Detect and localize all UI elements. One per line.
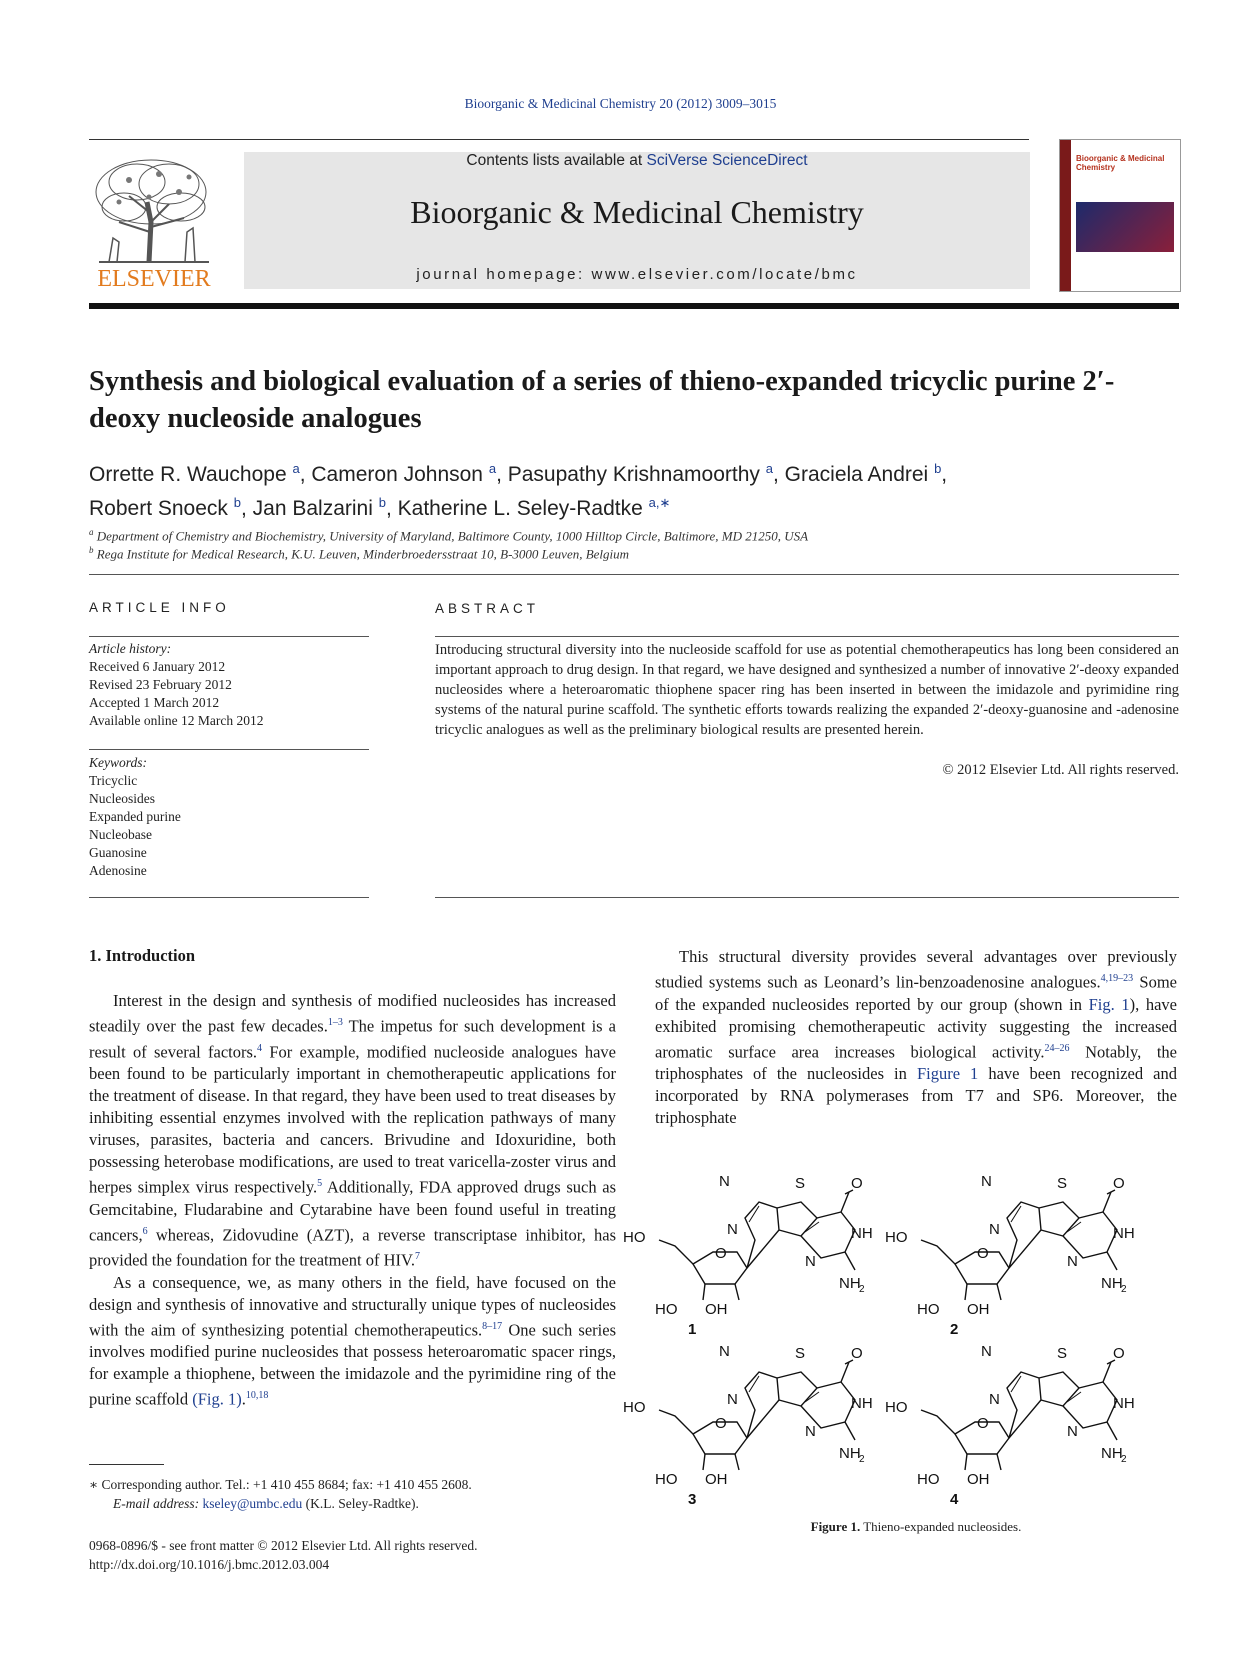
- compound-4: [885, 1343, 1135, 1508]
- journal-citation[interactable]: Bioorganic & Medicinal Chemistry 20 (2012) 3009–3015: [464, 96, 777, 111]
- atom-label: N: [719, 1343, 730, 1360]
- corresponding-contact: ∗ Corresponding author. Tel.: +1 410 455 8684; fax: +1 410 455 2608.: [89, 1477, 472, 1492]
- issn-line: 0968-0896/$ - see front matter © 2012 Elsevier Ltd. All rights reserved.: [89, 1538, 478, 1553]
- footnote-rule: [89, 1464, 164, 1465]
- text-run: The impetus for such development is a result of several factors.: [89, 1016, 616, 1061]
- figure-ref-link[interactable]: Fig. 1: [1088, 994, 1130, 1014]
- compound-label: 1: [688, 1321, 697, 1338]
- citation-ref[interactable]: 24–26: [1044, 1042, 1070, 1054]
- compound-label: 2: [950, 1321, 959, 1338]
- atom-label: N: [805, 1253, 816, 1270]
- atom-label: HO: [623, 1399, 646, 1416]
- atom-label: O: [851, 1345, 863, 1362]
- atom-label: O: [851, 1175, 863, 1192]
- abstract-heading: ABSTRACT: [435, 601, 540, 616]
- text-run: One such series involves modified purine nucleosides that possess heteroaromatic spacer rings, for example a thiophene, between the imidazole and the pyrimidine ring of the purine scaffold: [89, 1320, 616, 1409]
- atom-label: N: [1067, 1253, 1078, 1270]
- paragraph: [89, 990, 616, 1272]
- compound-2: [885, 1173, 1135, 1338]
- atom-label: O: [1113, 1175, 1125, 1192]
- atom-label: N: [719, 1173, 730, 1190]
- paragraph: [655, 946, 1177, 1129]
- citation-ref[interactable]: 7: [414, 1251, 420, 1262]
- citation-ref[interactable]: 10,18: [245, 1390, 269, 1401]
- email-link[interactable]: kseley@umbc.edu: [202, 1496, 303, 1511]
- atom-label: N: [989, 1391, 1000, 1408]
- author-affil-mark[interactable]: b: [378, 495, 386, 510]
- atom-label: N: [727, 1391, 738, 1408]
- history-item: Received 6 January 2012: [89, 659, 226, 674]
- compound-1: [623, 1173, 873, 1338]
- atom-label: NH: [1113, 1225, 1135, 1242]
- author-name[interactable]: Katherine L. Seley-Radtke: [397, 497, 643, 520]
- keywords-rule: [89, 749, 369, 750]
- keyword: Nucleobase: [89, 827, 152, 842]
- text-run: Additionally, FDA approved drugs such as Gemcitabine, Fludarabine and Cytarabine have been found useful in treating cancers,: [89, 1177, 616, 1244]
- corresponding-author-mark[interactable]: a,∗: [648, 495, 671, 510]
- atom-label: HO: [623, 1229, 646, 1246]
- publisher-name: ELSEVIER: [97, 266, 211, 292]
- email-label: E-mail address:: [113, 1496, 203, 1511]
- atom-label: O: [715, 1245, 727, 1262]
- author-name[interactable]: Graciela Andrei: [784, 463, 929, 486]
- atom-label: OH: [705, 1301, 728, 1318]
- corresponding-footnote: [89, 1475, 609, 1513]
- citation-ref[interactable]: 5: [317, 1178, 323, 1189]
- author-name[interactable]: Orrette R. Wauchope: [89, 463, 287, 486]
- atom-label: O: [977, 1415, 989, 1432]
- compound-label: 3: [688, 1491, 697, 1508]
- abstract-rule: [435, 636, 1179, 637]
- body-right-column: [655, 946, 1177, 1129]
- text-run: whereas, Zidovudine (AZT), a reverse transcriptase inhibitor, has provided the foundation for the treatment of HIV.: [89, 1225, 616, 1270]
- text-run: Interest in the design and synthesis of modified nucleosides has increased steadily over the past few decades.: [89, 991, 616, 1036]
- article-history: [89, 640, 369, 730]
- compound-3: [623, 1343, 873, 1508]
- section-heading: 1. Introduction: [89, 946, 196, 965]
- text-run: As a consequence, we, as many others in the field, have focused on the design and synthesis of innovative and structurally unique types of nucleosides with the aim of synthesizing potential chemotherapeutics.: [89, 1272, 616, 1339]
- keywords-label: Keywords:: [89, 755, 147, 770]
- publisher-logo: [89, 152, 219, 292]
- atom-label: N: [989, 1221, 1000, 1238]
- citation-ref[interactable]: 8–17: [482, 1320, 503, 1332]
- atom-label: NH: [839, 1275, 861, 1292]
- atom-label: HO: [917, 1301, 940, 1318]
- atom-label: HO: [655, 1301, 678, 1318]
- author-affil-mark[interactable]: b: [233, 495, 241, 510]
- atom-subscript: 2: [859, 1284, 865, 1295]
- atom-label: N: [727, 1221, 738, 1238]
- atom-label: HO: [885, 1229, 908, 1246]
- email-line: [89, 1494, 609, 1513]
- atom-label: S: [795, 1345, 806, 1362]
- doi-link[interactable]: http://dx.doi.org/10.1016/j.bmc.2012.03.004: [89, 1557, 330, 1572]
- author-affil-mark[interactable]: a: [765, 461, 773, 476]
- atom-label: O: [715, 1415, 727, 1432]
- figure-ref-link[interactable]: Figure 1: [916, 1064, 979, 1083]
- citation-ref[interactable]: 1–3: [327, 1017, 343, 1028]
- atom-label: N: [981, 1173, 992, 1190]
- history-label: Article history:: [89, 641, 172, 656]
- journal-homepage[interactable]: journal homepage: www.elsevier.com/locate/bmc: [416, 266, 858, 283]
- atom-subscript: 2: [859, 1454, 865, 1465]
- text-run: For example, modified nucleoside analogues have been found to be particularly important in chemotherapeutic applications for the treatment of disease. In that regard, they have been used to treat diseases by inhibiting essential enzymes involved with the replication pathways of many viruses, parasites, bacteria and cancers. Brivudine and Idoxuridine, both possessing heterobase modifications, are used to treat varicella-zoster virus and herpes simplex virus respectively.: [89, 1042, 616, 1197]
- citation-ref[interactable]: 4,19–23: [1100, 973, 1134, 984]
- author-affil-mark[interactable]: a: [488, 461, 497, 476]
- keyword: Adenosine: [89, 863, 147, 878]
- atom-label: O: [1113, 1345, 1125, 1362]
- article-info-heading: ARTICLE INFO: [89, 600, 230, 615]
- author-name[interactable]: Cameron Johnson: [311, 463, 483, 486]
- atom-label: NH: [1101, 1275, 1123, 1292]
- cover-spine: [1060, 140, 1071, 291]
- atom-label: NH: [851, 1225, 873, 1242]
- article-info-rule: [89, 636, 369, 637]
- keyword: Expanded purine: [89, 809, 181, 824]
- cover-title: Bioorganic & Medicinal Chemistry: [1076, 154, 1165, 172]
- author-name[interactable]: Robert Snoeck: [89, 497, 228, 520]
- article-info-bottom-rule: [89, 897, 369, 898]
- contents-line: [244, 152, 1030, 170]
- atom-label: HO: [885, 1399, 908, 1416]
- atom-label: NH: [1101, 1445, 1123, 1462]
- abstract-copyright: © 2012 Elsevier Ltd. All rights reserved.: [942, 762, 1179, 778]
- journal-banner: [244, 152, 1030, 289]
- citation-ref[interactable]: 6: [142, 1225, 148, 1237]
- affiliation-rule: [89, 574, 1179, 575]
- contents-prefix: Contents lists available at: [466, 152, 647, 169]
- citation-ref[interactable]: 4: [257, 1042, 263, 1054]
- journal-name: Bioorganic & Medicinal Chemistry: [410, 194, 864, 230]
- affiliation-mark: b: [89, 545, 94, 555]
- abstract-bottom-rule: [435, 897, 1179, 898]
- atom-label: NH: [851, 1395, 873, 1412]
- paragraph: [89, 1272, 616, 1411]
- text-run: have been recognized and incorporated by RNA polymerases from T7 and SP6. Moreover, the triphosphate: [655, 1064, 1177, 1127]
- text-run: This structural diversity provides several advantages over previously studied systems such as Leonard’s lin-benzoadenosine analogues.: [655, 947, 1177, 992]
- atom-label: OH: [705, 1471, 728, 1488]
- atom-label: S: [1057, 1345, 1068, 1362]
- author-affil-mark[interactable]: a: [292, 461, 300, 476]
- figure-caption-text: Thieno-expanded nucleosides.: [860, 1519, 1022, 1534]
- body-left-column: [89, 990, 616, 1411]
- sciencedirect-link[interactable]: SciVerse ScienceDirect: [646, 152, 808, 169]
- text-run: Notably, the triphosphates of the nucleosides in: [655, 1042, 1177, 1083]
- text-run: .: [241, 1389, 246, 1409]
- journal-cover[interactable]: [1059, 139, 1181, 292]
- keyword: Tricyclic: [89, 773, 138, 788]
- atom-label: N: [981, 1343, 992, 1360]
- keyword: Guanosine: [89, 845, 147, 860]
- atom-label: O: [977, 1245, 989, 1262]
- compound-label: 4: [950, 1491, 959, 1508]
- figure-1-caption: [655, 1519, 1177, 1535]
- atom-label: NH: [1113, 1395, 1135, 1412]
- atom-label: N: [1067, 1423, 1078, 1440]
- affiliation-mark: a: [89, 527, 94, 537]
- atom-subscript: 2: [1121, 1454, 1127, 1465]
- figure-ref-link[interactable]: (Fig. 1): [192, 1389, 242, 1409]
- author-list: Orrette R. Wauchope $^a$, Cameron Johnson $^a$, Pasupathy Krishnamoorthy $^a$, Graciela Andrei $^b$, Robert Snoeck $^b$, Jan Balzarini $^b$, Katherine L. Seley-Radtke $^{a,∗}$: [89, 461, 948, 520]
- atom-subscript: 2: [1121, 1284, 1127, 1295]
- history-item: Revised 23 February 2012: [89, 677, 232, 692]
- affiliation-text: Rega Institute for Medical Research, K.U. Leuven, Minderbroedersstraat 10, B-3000 Leuven, Belgium: [96, 546, 630, 562]
- history-item: Accepted 1 March 2012: [89, 695, 220, 710]
- cover-image: [1076, 202, 1174, 252]
- keyword: Nucleosides: [89, 791, 155, 806]
- atom-label: OH: [967, 1471, 990, 1488]
- atom-label: NH: [839, 1445, 861, 1462]
- author-name[interactable]: Jan Balzarini: [252, 497, 373, 520]
- atom-label: HO: [917, 1471, 940, 1488]
- atom-label: HO: [655, 1471, 678, 1488]
- atom-label: S: [795, 1175, 806, 1192]
- email-suffix: (K.L. Seley-Radtke).: [302, 1496, 419, 1511]
- text-run: Some of the expanded nucleosides reported by our group (shown in: [655, 972, 1177, 1014]
- abstract-text: Introducing structural diversity into the nucleoside scaffold for use as potential chemotherapeutics has long been considered an important approach to drug design. In that regard, we have designed and synthesized a number of innovative 2′-deoxy expanded nucleosides where a heteroaromatic thiophene spacer ring has been inserted in between the imidazole and pyrimidine ring systems of the natural purine scaffold. The synthetic efforts towards realizing the expanded 2′-deoxy-guanosine and -adenosine tricyclic analogues as well as the preliminary biological results are presented herein.: [435, 642, 1179, 738]
- header-rule: [89, 139, 1029, 140]
- affiliation-text: Department of Chemistry and Biochemistry, University of Maryland, Baltimore County, 1000 Hilltop Circle, Baltimore, MD 21250, USA: [96, 528, 809, 544]
- author-affil-mark[interactable]: b: [934, 461, 942, 476]
- atom-label: OH: [967, 1301, 990, 1318]
- atom-label: S: [1057, 1175, 1068, 1192]
- affiliation-b: [89, 541, 1179, 563]
- figure-1-structures[interactable]: [623, 1162, 1177, 1508]
- history-item: Available online 12 March 2012: [89, 713, 264, 728]
- article-title: Synthesis and biological evaluation of a series of thieno-expanded tricyclic purine 2′-deoxy nucleoside analogues: [89, 366, 1115, 434]
- author-name[interactable]: Pasupathy Krishnamoorthy: [507, 463, 760, 486]
- keywords: [89, 754, 369, 880]
- header-thick-rule: [89, 303, 1179, 309]
- elsevier-tree-icon: [89, 152, 219, 264]
- figure-caption-label: Figure 1.: [810, 1519, 861, 1534]
- atom-label: N: [805, 1423, 816, 1440]
- text-run: ), have exhibited promising chemotherapeutic activity suggesting the increased aromatic surface area increases biological activity.: [655, 994, 1177, 1061]
